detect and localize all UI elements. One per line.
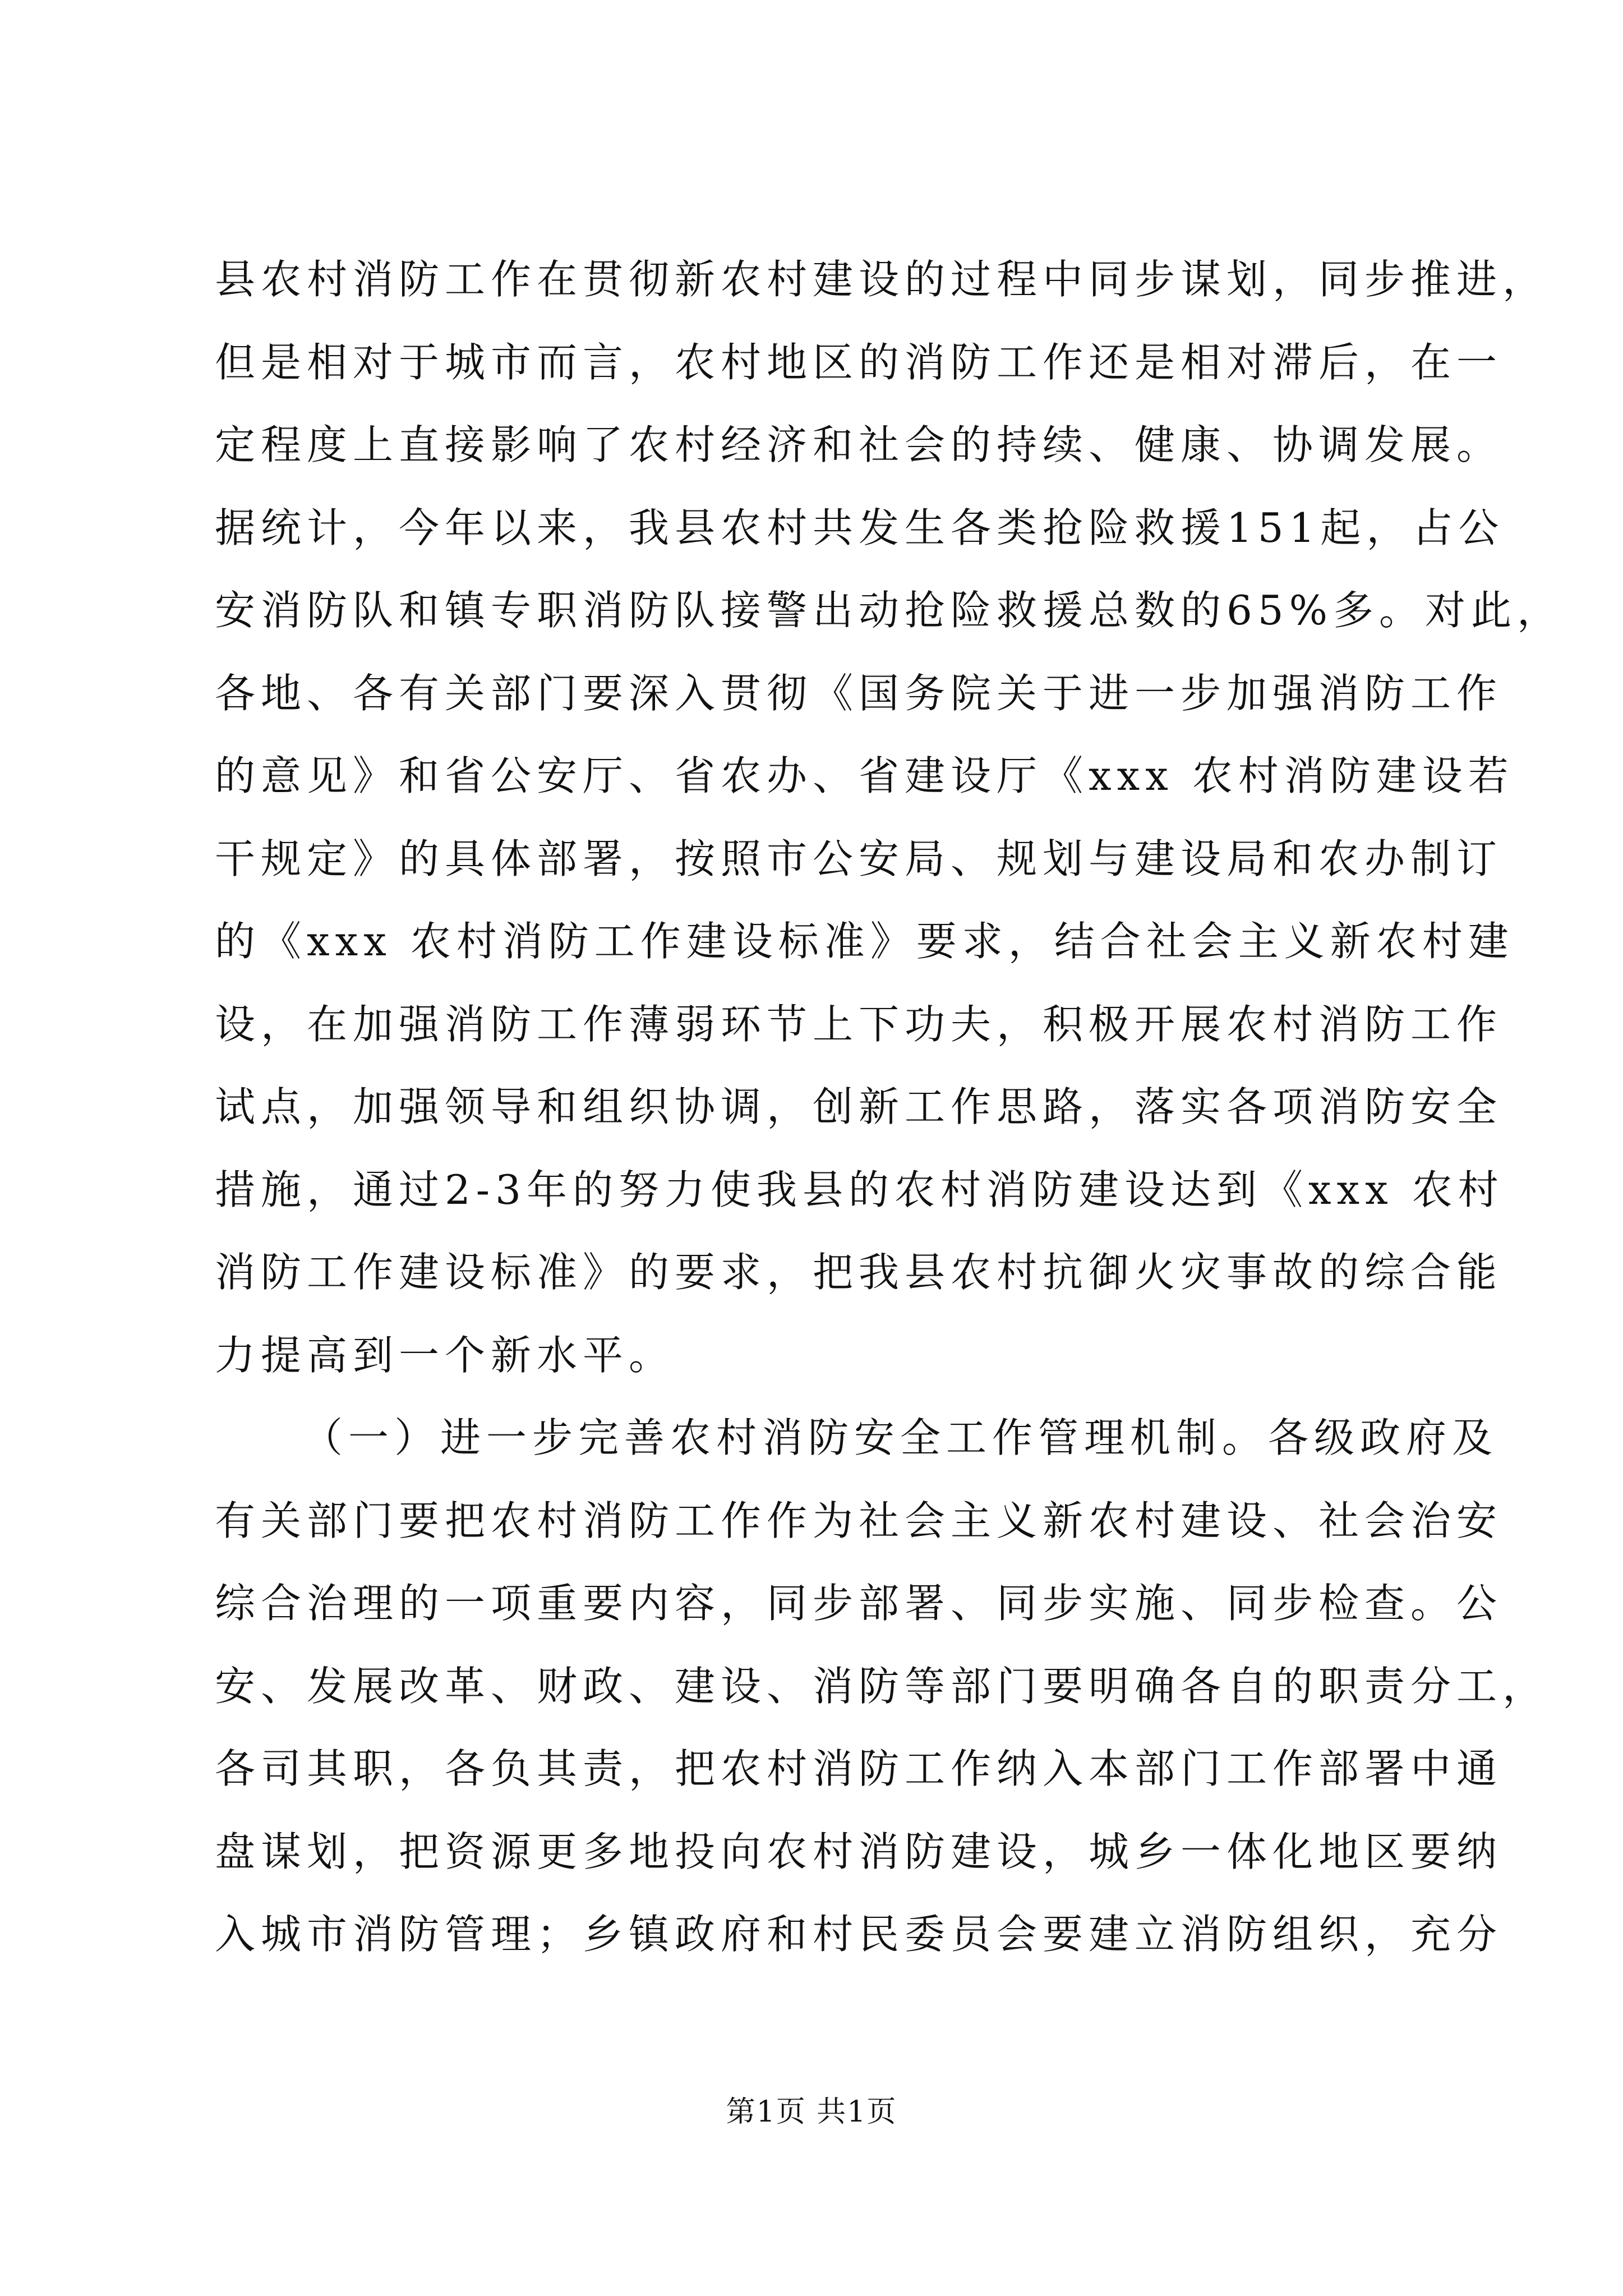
page-number: 第1页 共1页 [726, 2095, 897, 2129]
text-line: 综合治理的一项重要内容，同步部署、同步实施、同步检查。公 [215, 1580, 1503, 1627]
text-line: 安消防队和镇专职消防队接警出动抢险救援总数的65%多。对此， [215, 587, 1564, 634]
text-line: 入城市消防管理；乡镇政府和村民委员会要建立消防组织，充分 [215, 1911, 1503, 1958]
section-heading-line: （一）进一步完善农村消防安全工作管理机制。各级政府及 [302, 1414, 1498, 1461]
text-line: 各地、各有关部门要深入贯彻《国务院关于进一步加强消防工作 [215, 669, 1503, 717]
body-text [215, 238, 1564, 1976]
text-line: 有关部门要把农村消防工作作为社会主义新农村建设、社会治安 [215, 1497, 1503, 1544]
text-line: 措施，通过2-3年的努力使我县的农村消防建设达到《xxx 农村 [215, 1166, 1504, 1213]
text-line: 据统计，今年以来，我县农村共发生各类抢险救援151起，占公 [215, 504, 1505, 551]
text-line: 县农村消防工作在贯彻新农村建设的过程中同步谋划，同步推进， [215, 256, 1549, 303]
text-line: 干规定》的具体部署，按照市公安局、规划与建设局和农办制订 [215, 835, 1503, 882]
page-footer [0, 2095, 1623, 2129]
text-line: 的《xxx 农村消防工作建设标准》要求，结合社会主义新农村建 [215, 918, 1514, 965]
text-line: 设，在加强消防工作薄弱环节上下功夫，积极开展农村消防工作 [215, 1000, 1503, 1048]
text-line: 各司其职，各负其责，把农村消防工作纳入本部门工作部署中通 [215, 1745, 1503, 1792]
text-line: 试点，加强领导和组织协调，创新工作思路，落实各项消防安全 [215, 1083, 1503, 1130]
text-line: 盘谋划，把资源更多地投向农村消防建设，城乡一体化地区要纳 [215, 1828, 1503, 1875]
text-line: 消防工作建设标准》的要求，把我县农村抗御火灾事故的综合能 [215, 1249, 1503, 1296]
text-line: 安、发展改革、财政、建设、消防等部门要明确各自的职责分工， [215, 1662, 1549, 1710]
text-line: 但是相对于城市而言，农村地区的消防工作还是相对滞后，在一 [215, 338, 1503, 386]
text-line: 力提高到一个新水平。 [215, 1331, 675, 1379]
text-line: 的意见》和省公安厅、省农办、省建设厅《xxx 农村消防建设若 [215, 752, 1514, 799]
text-line: 定程度上直接影响了农村经济和社会的持续、健康、协调发展。 [215, 421, 1503, 468]
